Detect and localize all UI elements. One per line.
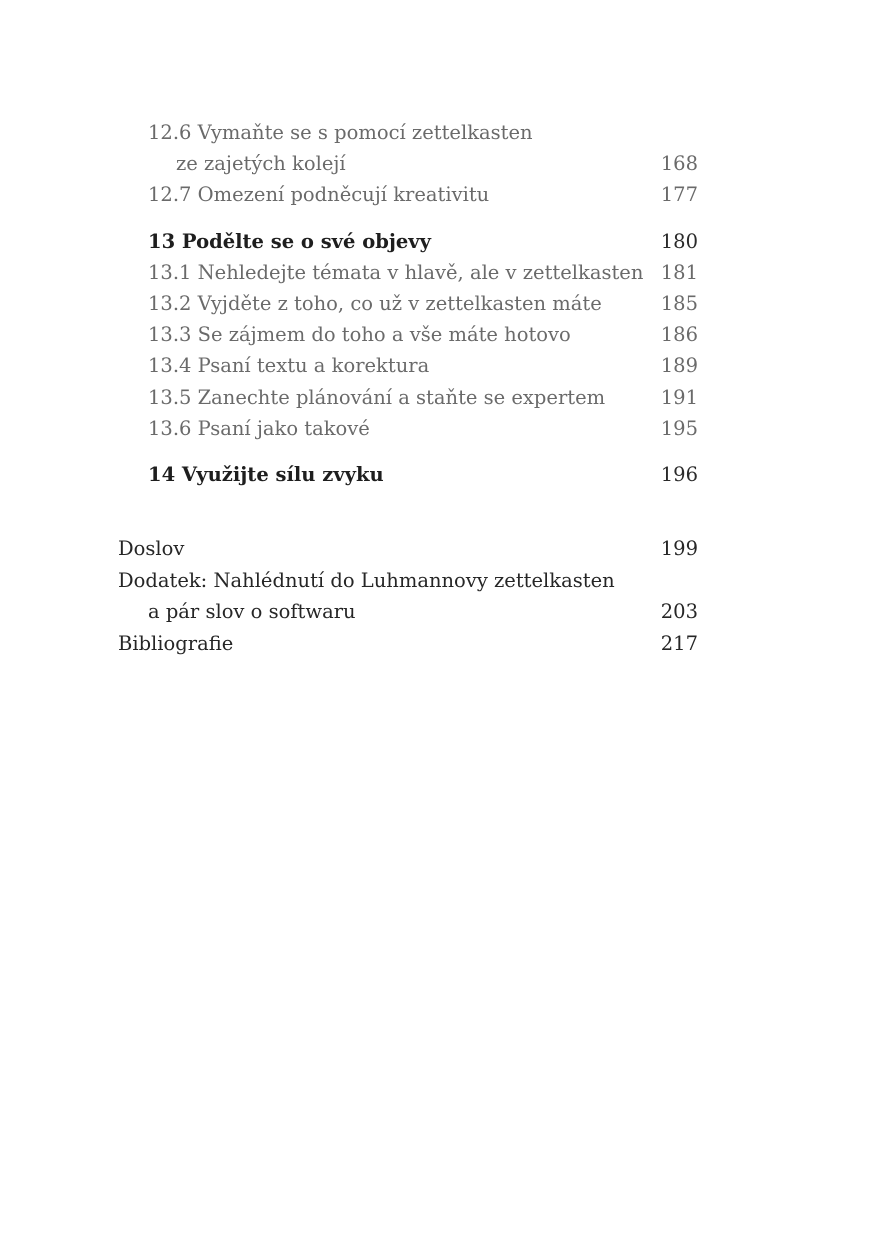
toc-chapter-label: 14 Využijte sílu zvyku (148, 463, 384, 486)
toc-entry-page-number: 195 (660, 417, 698, 440)
toc-entry-page-number: 189 (660, 354, 698, 377)
toc-chapter-14 (118, 461, 698, 489)
toc-entry-page-number: 185 (660, 292, 698, 315)
toc-entry-page-number: 180 (660, 230, 698, 253)
toc-entry-label: 13.1 Nehledejte témata v hlavě, ale v zettelkasten (148, 261, 644, 284)
toc-entry-12-6-continued (118, 150, 698, 178)
toc-entry-page-number: 217 (660, 632, 698, 655)
toc-chapter-label: 13 Podělte se o své objevy (148, 230, 431, 253)
toc-chapter-13 (118, 228, 698, 256)
toc-entry-13-2 (118, 290, 698, 318)
toc-entry-12-7 (118, 181, 698, 209)
toc-entry-label: 12.6 Vymaňte se s pomocí zettelkasten (148, 121, 533, 144)
toc-entry-label: Bibliografie (118, 632, 234, 655)
toc-entry-page-number: 196 (660, 463, 698, 486)
toc-entry-12-6 (118, 119, 698, 147)
toc-entry-label: 12.7 Omezení podněcují kreativitu (148, 183, 490, 206)
toc-entry-page-number: 191 (660, 386, 698, 409)
toc-backmatter-doslov (118, 535, 698, 563)
toc-entry-page-number: 186 (660, 323, 698, 346)
toc-entry-label: 13.2 Vyjděte z toho, co už v zettelkasten máte (148, 292, 602, 315)
toc-entry-13-3 (118, 321, 698, 349)
toc-entry-label: 13.4 Psaní textu a korektura (148, 354, 430, 377)
toc-entry-13-4 (118, 352, 698, 380)
toc-entry-page-number: 177 (660, 183, 698, 206)
toc-backmatter-dodatek (118, 567, 698, 595)
toc-entry-label: ze zajetých kolejí (176, 152, 346, 175)
toc-entry-label: 13.6 Psaní jako takové (148, 417, 370, 440)
toc-entry-13-1 (118, 259, 698, 287)
toc-backmatter-dodatek-continued (118, 598, 698, 626)
toc-entry-label: a pár slov o softwaru (148, 600, 356, 623)
toc-entry-label: 13.5 Zanechte plánování a staňte se expertem (148, 386, 606, 409)
table-of-contents (118, 0, 698, 1240)
toc-entry-label: Dodatek: Nahlédnutí do Luhmannovy zettelkasten (118, 569, 615, 592)
toc-entry-page-number: 199 (660, 537, 698, 560)
toc-entry-13-6 (118, 415, 698, 443)
toc-entry-page-number: 168 (660, 152, 698, 175)
toc-entry-page-number: 181 (660, 261, 698, 284)
toc-entry-label: Doslov (118, 537, 185, 560)
toc-entry-label: 13.3 Se zájmem do toho a vše máte hotovo (148, 323, 571, 346)
toc-entry-page-number: 203 (660, 600, 698, 623)
toc-backmatter-bibliografie (118, 630, 698, 658)
toc-entry-13-5 (118, 384, 698, 412)
